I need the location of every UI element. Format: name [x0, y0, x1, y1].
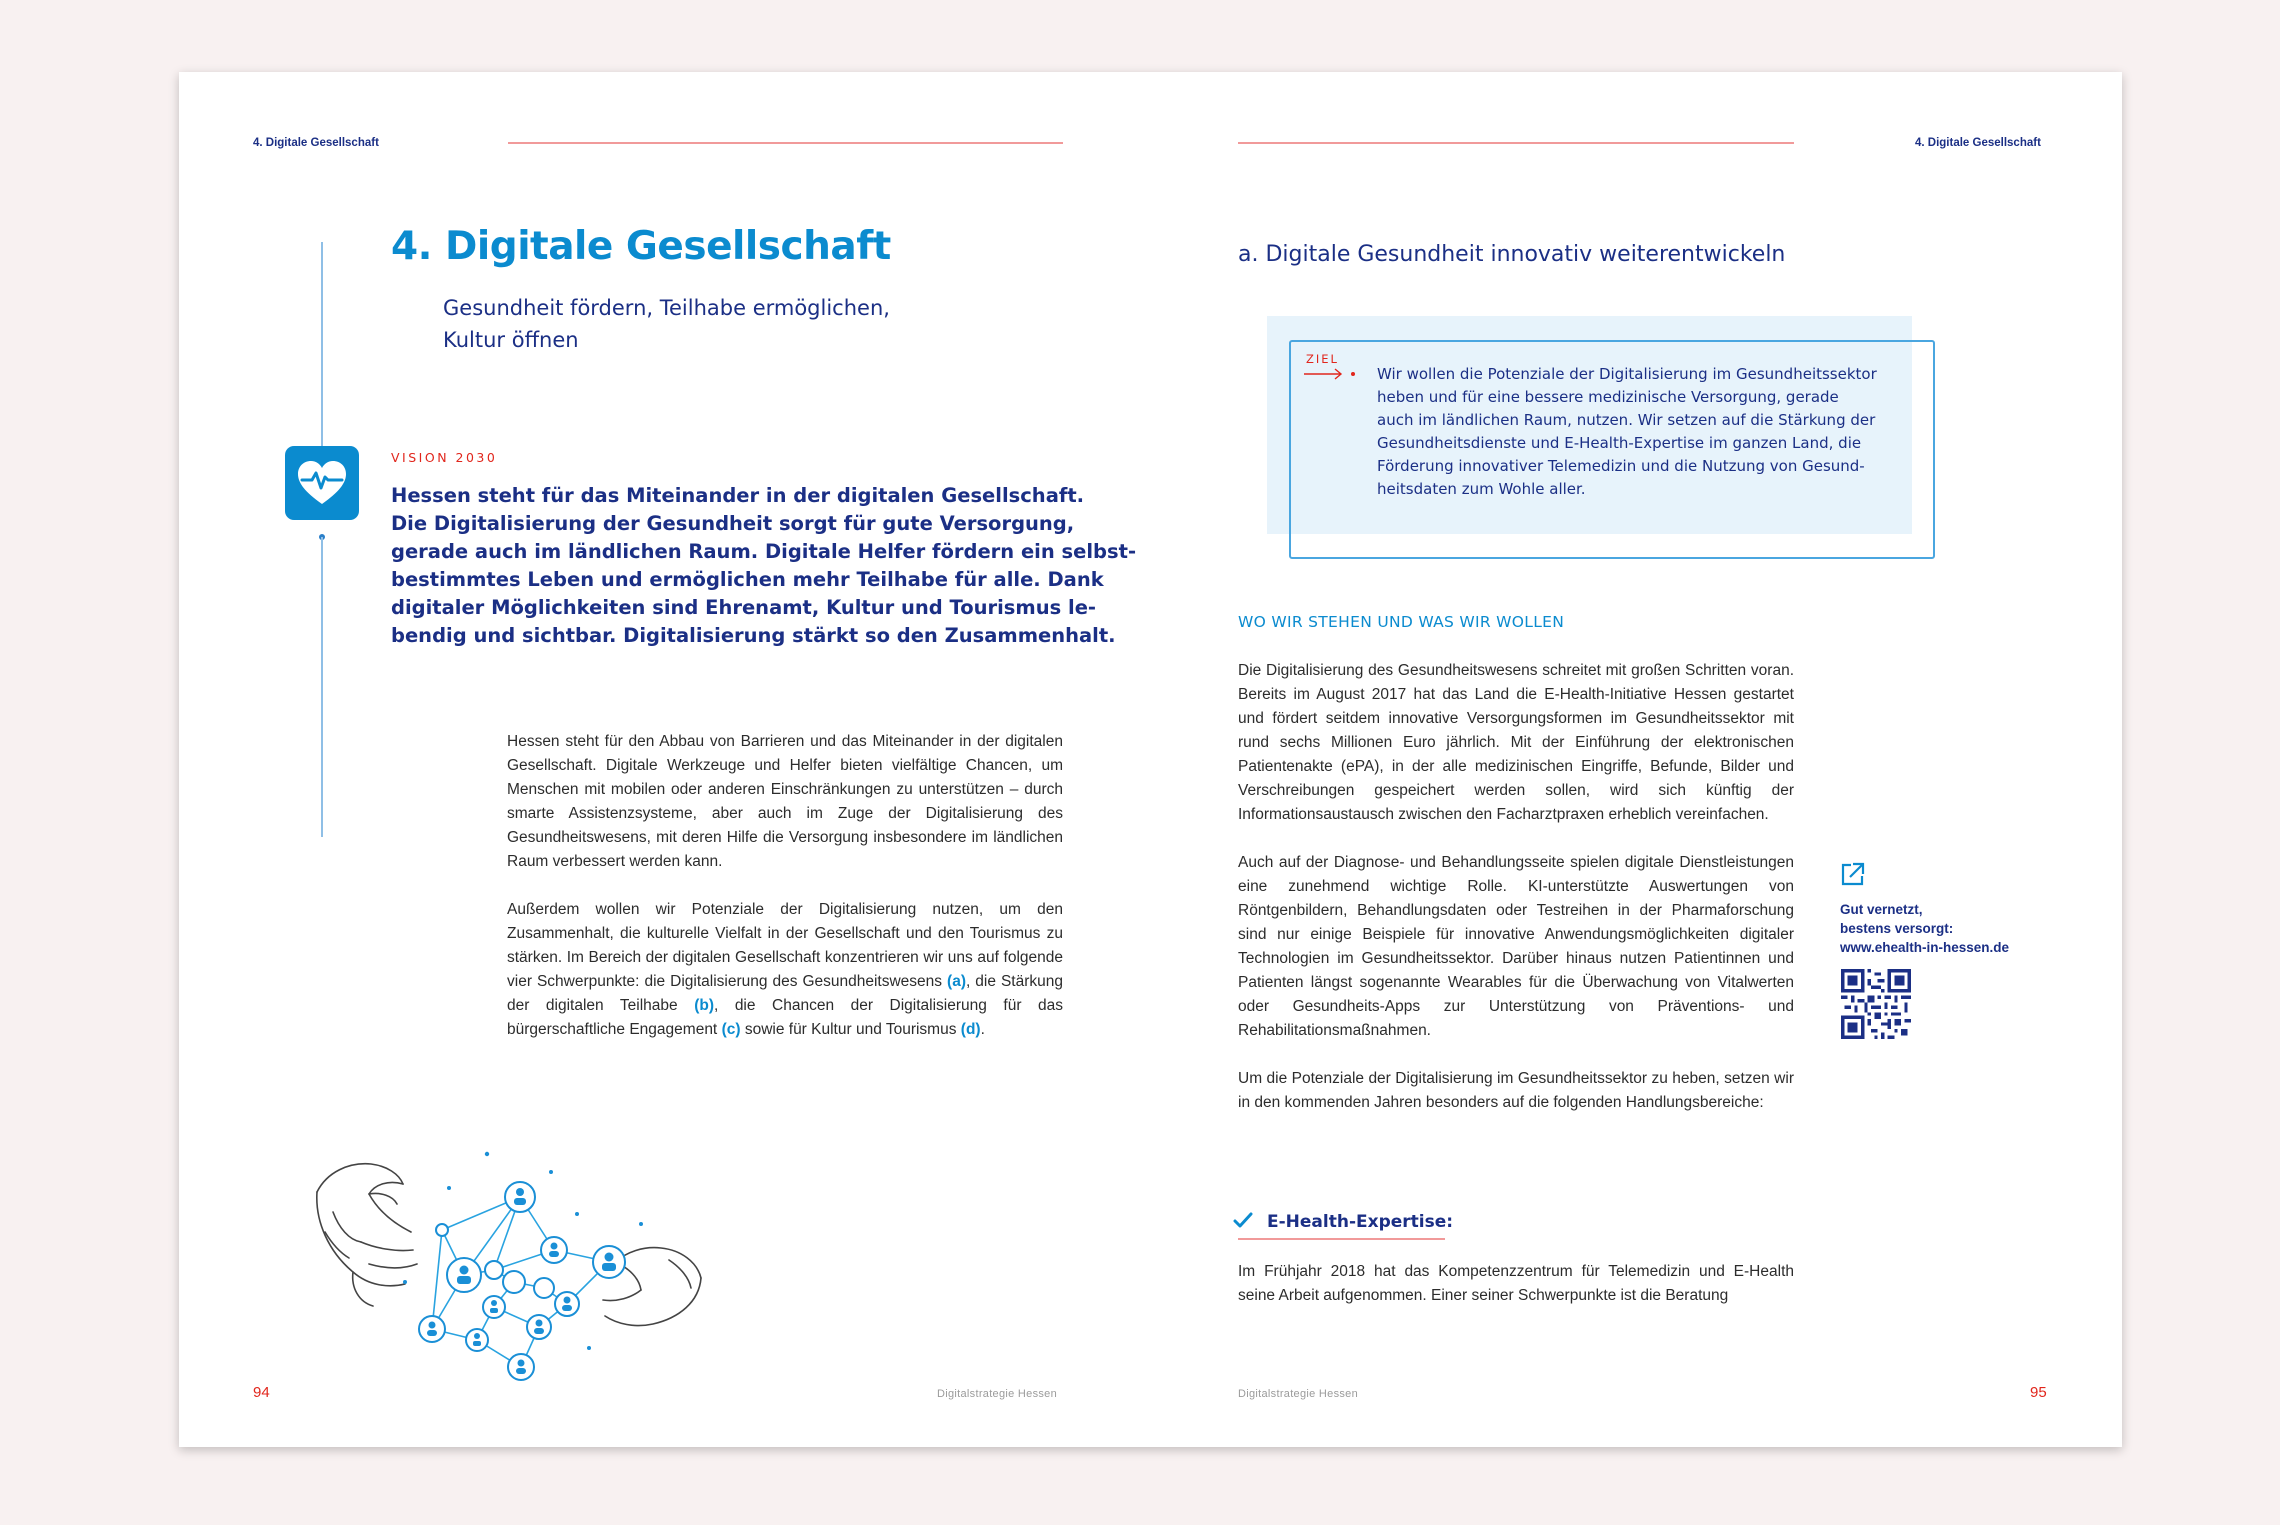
arrow-right-icon [1303, 367, 1357, 381]
ziel-line: Gesundheitsdienste und E-Health-Expertise im ganzen Land, die [1377, 434, 1862, 452]
external-link-icon[interactable] [1839, 860, 1867, 888]
timeline-line-bottom [321, 537, 323, 837]
ziel-line: heitsdaten zum Wohle aller. [1377, 480, 1586, 498]
side-note-line-2: bestens versorgt: [1840, 921, 1954, 936]
header-rule-right [1238, 142, 1794, 144]
vision-line: Die Digitalisierung der Gesundheit sorgt für gute Versorgung, [391, 512, 1075, 535]
right-body-text [1238, 659, 1794, 1139]
running-head-right: 4. Digitale Gesellschaft [1915, 137, 2041, 149]
checkmark-icon [1233, 1212, 1253, 1230]
text-span: . [980, 1021, 985, 1038]
vision-label: VISION 2030 [391, 450, 498, 465]
page-number-left: 94 [253, 1384, 270, 1401]
vision-line: Hessen steht für das Miteinander in der digitalen Gesellschaft. [391, 484, 1085, 507]
vision-statement [391, 482, 1136, 650]
network-nodes [419, 1182, 625, 1380]
ref-link-d[interactable]: (d) [960, 1021, 981, 1038]
ziel-line: Wir wollen die Potenziale der Digitalisierung im Gesundheitssektor [1377, 365, 1877, 383]
side-note-line-1: Gut vernetzt, [1840, 902, 1923, 917]
qr-code-icon[interactable] [1841, 969, 1911, 1039]
ref-link-c[interactable]: (c) [721, 1021, 741, 1038]
page-number-right: 95 [2030, 1384, 2047, 1401]
ref-link-b[interactable]: (b) [694, 997, 714, 1014]
running-head-left: 4. Digitale Gesellschaft [253, 137, 379, 149]
chapter-title: 4. Digitale Gesellschaft [391, 224, 891, 269]
side-note [1840, 900, 2009, 957]
vision-line: bendig und sichtbar. Digitalisierung stärkt so den Zusammenhalt. [391, 624, 1116, 647]
chapter-subtitle [443, 292, 890, 356]
hands-network-illustration [309, 1092, 709, 1392]
text-span: , die Stärkung der digitalen Teilhabe [507, 973, 1063, 1014]
check-item-text: Im Frühjahr 2018 hat das Kompetenzzentrum für Telemedizin und E-Health seine Arbeit aufgenommen. Einer seiner Schwerpunkte ist die Beratung [1238, 1263, 1794, 1304]
header-rule-left [508, 142, 1063, 144]
right-paragraph-3: Um die Potenziale der Digitalisierung im Gesundheitssektor zu heben, setzen wir in den kommenden Jahren besonders auf die folgenden Handlungsbereiche: [1238, 1070, 1794, 1111]
check-item-rule [1238, 1238, 1445, 1240]
vision-icon-box [285, 446, 359, 520]
right-paragraph-2: Auch auf der Diagnose- und Behandlungsseite spielen digitale Dienstleistungen eine zunehmend wichtige Rolle. KI-unterstützte Auswertungen von Röntgenbildern, Behandlungsdaten oder Testreihen in der Pharmaforschung sind nur einige Beispiele für innovative Anwendungsmöglichkeiten digitaler Technologien im Gesundheitssektor. Darüber hinaus nutzen Patientinnen und Patienten längst sogenannte Wearables für die Überwachung von Vitalwerten oder Gesundheits-Apps zur Unterstützung von Präventions- und Rehabilitationsmaßnahmen. [1238, 854, 1794, 1039]
right-paragraph-1: Die Digitalisierung des Gesundheitswesens schreitet mit großen Schritten voran. Bereits im August 2017 hat das Land die E-Health-Initiative Hessen gestartet und fördert seitdem innovative Versorgungsformen im Gesundheitssektor mit rund sechs Millionen Euro jährlich. Mit der Einführung der elektronischen Patientenakte (ePA), in der alle medizinischen Eingriffe, Befunde, Bilder und Verschreibungen gespeichert werden sollen, wird sich künftig der Informationsaustausch zwischen den Facharztpraxen erheblich vereinfachen. [1238, 662, 1794, 823]
wo-wir-stehen-heading: WO WIR STEHEN UND WAS WIR WOLLEN [1238, 613, 1565, 631]
check-item-title: E-Health-Expertise: [1267, 1212, 1454, 1232]
text-span: sowie für Kultur und Tourismus [740, 1021, 957, 1038]
vision-line: gerade auch im ländlichen Raum. Digitale Helfer fördern ein selbst- [391, 540, 1137, 563]
ref-link-a[interactable]: (a) [947, 973, 966, 990]
footer-title-right: Digitalstrategie Hessen [1238, 1388, 1359, 1400]
ziel-line: Förderung innovativer Telemedizin und die Nutzung von Gesund- [1377, 457, 1865, 475]
heart-pulse-icon [285, 446, 359, 520]
text-span: Außerdem wollen wir Potenziale der Digitalisierung nutzen, um den Zusammenhalt, die kulturelle Vielfalt in der Gesellschaft und den Tourismus zu stärken. Im Bereich der digitalen Gesellschaft konzentrieren wir uns auf folgende vier Schwerpunkte: die Digitalisierung des Gesundheitswesens [507, 901, 1063, 990]
left-paragraph-1: Hessen steht für den Abbau von Barrieren und das Miteinander in der digitalen Gesellschaft. Digitale Werkzeuge und Helfer bieten vielfältige Chancen, um Menschen mit mobilen oder anderen Einschränkungen zu unterstützen – durch smarte Assistenzsysteme, aber auch im Zuge der Digitalisierung des Gesundheitswesens, mit deren Hilfe die Versorgung insbesondere im ländlichen Raum verbessert werden kann. [507, 733, 1063, 870]
ziel-line: auch im ländlichen Raum, nutzen. Wir setzen auf die Stärkung der [1377, 411, 1876, 429]
left-hand-sketch [317, 1164, 417, 1306]
side-note-url[interactable]: www.ehealth-in-hessen.de [1840, 940, 2010, 955]
vision-line: bestimmtes Leben und ermöglichen mehr Teilhabe für alle. Dank [391, 568, 1104, 591]
ziel-text [1377, 363, 1877, 501]
left-body-text [507, 730, 1063, 1066]
section-title: a. Digitale Gesundheit innovativ weiterentwickeln [1238, 242, 1786, 267]
chapter-subtitle-line-2: Kultur öffnen [443, 328, 579, 352]
footer-title-left: Digitalstrategie Hessen [937, 1388, 1058, 1400]
ziel-line: heben und für eine bessere medizinische Versorgung, gerade [1377, 388, 1839, 406]
brochure-spread [179, 72, 2122, 1447]
chapter-subtitle-line-1: Gesundheit fördern, Teilhabe ermöglichen, [443, 296, 890, 320]
left-paragraph-2 [507, 898, 1063, 1042]
text-span: , die Chancen der Digitalisierung für das bürgerschaftliche Engagement [507, 997, 1063, 1038]
ziel-label: ZIEL [1306, 352, 1339, 366]
vision-line: digitaler Möglichkeiten sind Ehrenamt, Kultur und Tourismus le- [391, 596, 1097, 619]
